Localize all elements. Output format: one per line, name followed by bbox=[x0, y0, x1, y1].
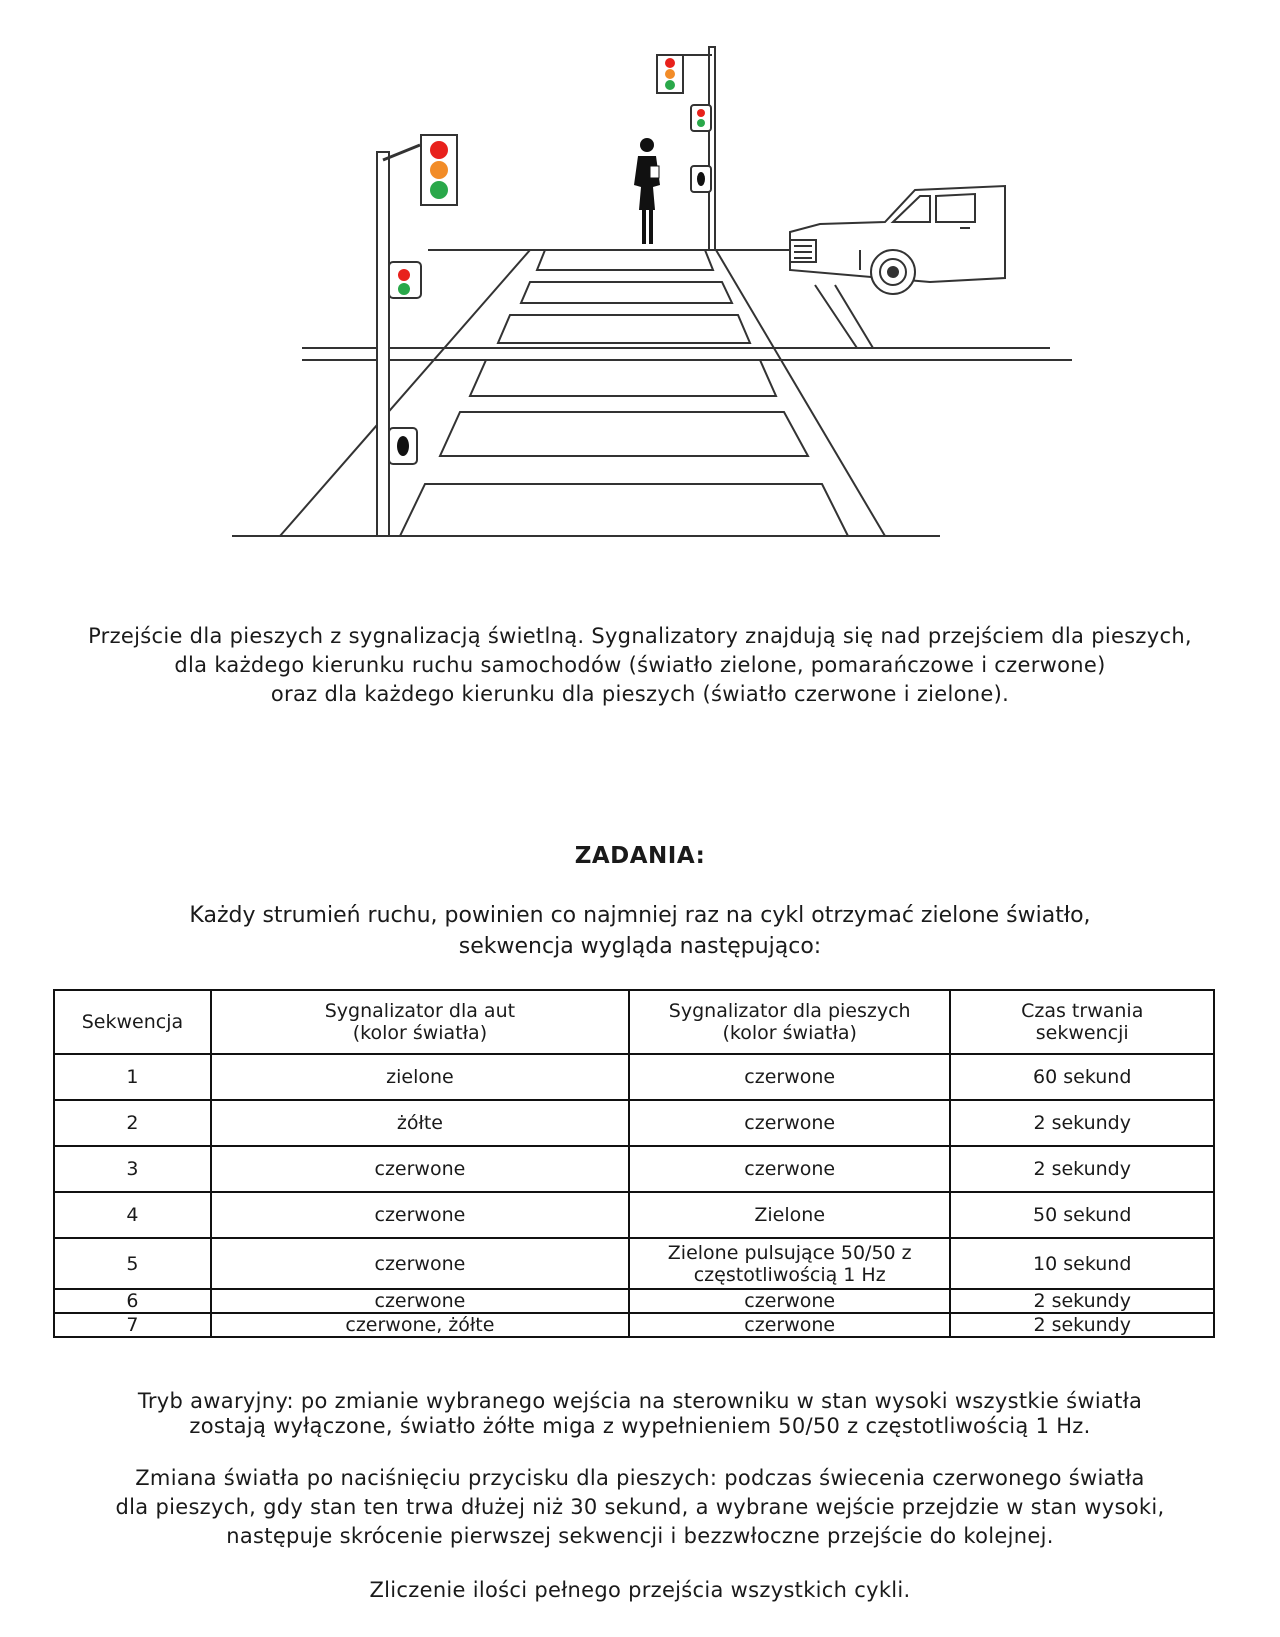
pedestrian-button-box bbox=[389, 428, 417, 464]
note-line: Zmiana światła po naciśnięciu przycisku dla pieszych: podczas świecenia czerwonego światła bbox=[135, 1466, 1145, 1490]
cell-peds bbox=[629, 1238, 950, 1289]
header-cars-line2: (kolor światła) bbox=[352, 1022, 488, 1044]
pedestrian-button-box-far bbox=[691, 166, 711, 192]
header-peds-line2: (kolor światła) bbox=[722, 1022, 857, 1044]
table-row bbox=[54, 1146, 1214, 1192]
cell-time: 60 sekund bbox=[950, 1054, 1214, 1100]
note-line: dla pieszych, gdy stan ten trwa dłużej niż 30 sekund, a wybrane wejście przejdzie w stan wysoki, bbox=[115, 1495, 1165, 1519]
table-row bbox=[54, 1054, 1214, 1100]
cell-peds: czerwone bbox=[629, 1146, 950, 1192]
curb-line-2 bbox=[835, 285, 873, 348]
cell-seq: 4 bbox=[54, 1192, 211, 1238]
note-line: Zliczenie ilości pełnego przejścia wszystkich cykli. bbox=[369, 1578, 911, 1602]
sequence-table bbox=[53, 989, 1215, 1338]
curb-line bbox=[815, 285, 857, 348]
header-cars-line1: Sygnalizator dla aut bbox=[324, 1000, 516, 1022]
header-time-line2: sekwencji bbox=[1035, 1022, 1129, 1044]
note-line: następuje skrócenie pierwszej sekwencji i bezzwłoczne przejście do kolejnej. bbox=[226, 1524, 1054, 1548]
cell-seq: 5 bbox=[54, 1238, 211, 1289]
cell-seq: 3 bbox=[54, 1146, 211, 1192]
cell-time: 10 sekund bbox=[950, 1238, 1214, 1289]
crosswalk-icon bbox=[400, 250, 848, 536]
note-line: Tryb awaryjny: po zmianie wybranego wejścia na sterowniku w stan wysoki wszystkie światła bbox=[137, 1389, 1143, 1413]
cell-time: 2 sekundy bbox=[950, 1289, 1214, 1313]
table-row bbox=[54, 1192, 1214, 1238]
cell-cars: żółte bbox=[211, 1100, 629, 1146]
intro-line: Każdy strumień ruchu, powinien co najmniej raz na cykl otrzymać zielone światło, bbox=[189, 903, 1091, 928]
cell-peds: czerwone bbox=[629, 1054, 950, 1100]
header-time-line1: Czas trwania bbox=[1021, 1000, 1144, 1022]
cell-peds: czerwone bbox=[629, 1313, 950, 1337]
cell-time: 2 sekundy bbox=[950, 1146, 1214, 1192]
caption-line: Przejście dla pieszych z sygnalizacją świetlną. Sygnalizatory znajdują się nad przejściem dla pieszych, bbox=[88, 624, 1192, 648]
cell-seq: 7 bbox=[54, 1313, 211, 1337]
header-cars bbox=[211, 990, 629, 1054]
traffic-light-pedestrian-icon-far bbox=[691, 105, 711, 131]
cell-peds-line2: częstotliwością 1 Hz bbox=[693, 1263, 886, 1286]
cell-cars: czerwone bbox=[211, 1289, 629, 1313]
header-peds bbox=[629, 990, 950, 1054]
traffic-light-vehicle-icon-far bbox=[657, 47, 715, 250]
emergency-mode-note bbox=[0, 1389, 1280, 1439]
cell-peds: Zielone bbox=[629, 1192, 950, 1238]
cell-time: 2 sekundy bbox=[950, 1100, 1214, 1146]
cell-cars: czerwone bbox=[211, 1192, 629, 1238]
cell-cars: czerwone bbox=[211, 1238, 629, 1289]
header-sequence: Sekwencja bbox=[54, 990, 211, 1054]
table-row bbox=[54, 1238, 1214, 1289]
cell-time: 2 sekundy bbox=[950, 1313, 1214, 1337]
pedestrian-icon bbox=[634, 138, 660, 244]
cell-cars: czerwone, żółte bbox=[211, 1313, 629, 1337]
table-row bbox=[54, 1313, 1214, 1337]
section-heading: ZADANIA: bbox=[574, 843, 706, 869]
table-header-row bbox=[54, 990, 1214, 1054]
traffic-light-vehicle-icon bbox=[377, 135, 457, 536]
cell-peds: czerwone bbox=[629, 1289, 950, 1313]
cell-seq: 1 bbox=[54, 1054, 211, 1100]
cell-cars: czerwone bbox=[211, 1146, 629, 1192]
cell-peds-line1: Zielone pulsujące 50/50 z bbox=[667, 1241, 912, 1264]
cell-peds: czerwone bbox=[629, 1100, 950, 1146]
cell-time: 50 sekund bbox=[950, 1192, 1214, 1238]
caption-line: oraz dla każdego kierunku dla pieszych (światło czerwone i zielone). bbox=[270, 682, 1010, 706]
cell-seq: 6 bbox=[54, 1289, 211, 1313]
header-time bbox=[950, 990, 1214, 1054]
traffic-light-pedestrian-icon bbox=[389, 262, 421, 298]
caption-line: dla każdego kierunku ruchu samochodów (światło zielone, pomarańczowe i czerwone) bbox=[174, 653, 1106, 677]
cell-seq: 2 bbox=[54, 1100, 211, 1146]
illustration-caption bbox=[0, 622, 1280, 709]
intro-line: sekwencja wygląda następująco: bbox=[458, 934, 822, 959]
crossing-illustration bbox=[0, 0, 1280, 560]
table-row bbox=[54, 1289, 1214, 1313]
header-peds-line1: Sygnalizator dla pieszych bbox=[668, 1000, 911, 1022]
note-line: zostają wyłączone, światło żółte miga z wypełnieniem 50/50 z częstotliwością 1 Hz. bbox=[189, 1414, 1091, 1438]
cell-cars: zielone bbox=[211, 1054, 629, 1100]
cycle-count-note bbox=[0, 1576, 1280, 1605]
table-row bbox=[54, 1100, 1214, 1146]
pedestrian-button-note bbox=[0, 1464, 1280, 1551]
intro-text bbox=[0, 900, 1280, 962]
car-icon bbox=[790, 186, 1005, 294]
